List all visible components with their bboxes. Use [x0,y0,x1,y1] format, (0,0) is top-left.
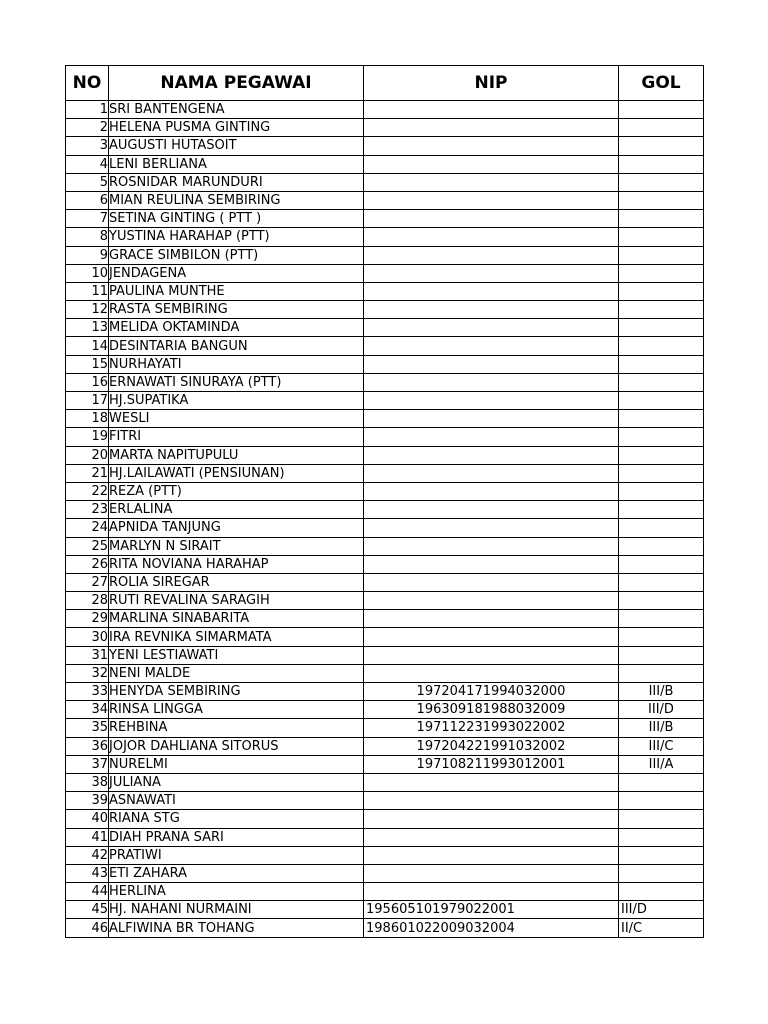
cell-gol[interactable] [619,810,704,828]
cell-gol[interactable] [619,664,704,682]
cell-gol[interactable] [619,610,704,628]
table-row [66,701,704,719]
cell-no[interactable]: 42 [66,846,109,864]
cell-no[interactable]: 9 [66,246,109,264]
cell-nama[interactable]: PRATIWI [109,846,364,864]
cell-no[interactable]: 39 [66,792,109,810]
cell-nip[interactable] [364,301,619,319]
cell-gol[interactable] [619,846,704,864]
cell-no[interactable]: 26 [66,555,109,573]
cell-no[interactable]: 23 [66,501,109,519]
cell-gol[interactable] [619,173,704,191]
cell-nip[interactable] [364,610,619,628]
cell-no[interactable]: 28 [66,592,109,610]
cell-gol[interactable] [619,864,704,882]
header-nip: NIP [364,66,619,101]
cell-nip[interactable] [364,155,619,173]
cell-no[interactable]: 21 [66,464,109,482]
table-body [66,101,704,938]
cell-gol[interactable] [619,137,704,155]
cell-no[interactable]: 16 [66,373,109,391]
cell-gol[interactable]: III/D [619,901,704,919]
cell-nama[interactable]: HENYDA SEMBIRING [109,683,364,701]
table-row [66,119,704,137]
cell-gol[interactable] [619,210,704,228]
cell-nip[interactable] [364,337,619,355]
table-row [66,519,704,537]
cell-no[interactable]: 24 [66,519,109,537]
cell-nip[interactable] [364,264,619,282]
header-gol: GOL [619,66,704,101]
cell-no[interactable]: 41 [66,828,109,846]
cell-no[interactable]: 5 [66,173,109,191]
employee-table [65,65,704,938]
table-row [66,428,704,446]
cell-nama[interactable]: GRACE SIMBILON (PTT) [109,246,364,264]
cell-nama[interactable]: HERLINA [109,883,364,901]
cell-nama[interactable]: JOJOR DAHLIANA SITORUS [109,737,364,755]
cell-nip[interactable] [364,464,619,482]
table-row [66,282,704,300]
cell-gol[interactable] [619,191,704,209]
table-row [66,301,704,319]
cell-no[interactable]: 11 [66,282,109,300]
table-row [66,883,704,901]
cell-nama[interactable]: DESINTARIA BANGUN [109,337,364,355]
cell-nip[interactable] [364,555,619,573]
cell-no[interactable]: 1 [66,101,109,119]
cell-nama[interactable]: WESLI [109,410,364,428]
cell-nip[interactable] [364,864,619,882]
table-row [66,446,704,464]
cell-gol[interactable] [619,792,704,810]
cell-nama[interactable]: MARLINA SINABARITA [109,610,364,628]
cell-nip[interactable] [364,119,619,137]
cell-nip[interactable] [364,246,619,264]
cell-gol[interactable] [619,773,704,791]
table-row [66,501,704,519]
table-row [66,737,704,755]
cell-nip[interactable] [364,810,619,828]
table-row [66,173,704,191]
cell-nama[interactable]: DIAH PRANA SARI [109,828,364,846]
cell-gol[interactable] [619,301,704,319]
cell-nip[interactable] [364,137,619,155]
cell-no[interactable]: 3 [66,137,109,155]
cell-nip[interactable] [364,846,619,864]
table-row [66,573,704,591]
cell-no[interactable]: 44 [66,883,109,901]
cell-gol[interactable] [619,246,704,264]
cell-no[interactable]: 25 [66,537,109,555]
table-row [66,155,704,173]
table-row [66,537,704,555]
cell-nama[interactable]: MIAN REULINA SEMBIRING [109,191,364,209]
table-row [66,592,704,610]
cell-no[interactable]: 12 [66,301,109,319]
cell-nip[interactable] [364,646,619,664]
table-row [66,355,704,373]
cell-no[interactable]: 38 [66,773,109,791]
cell-no[interactable]: 22 [66,482,109,500]
cell-gol[interactable] [619,228,704,246]
cell-gol[interactable] [619,319,704,337]
cell-nama[interactable]: PAULINA MUNTHE [109,282,364,300]
cell-nama[interactable]: APNIDA TANJUNG [109,519,364,537]
cell-nama[interactable]: RUTI REVALINA SARAGIH [109,592,364,610]
cell-nip[interactable] [364,792,619,810]
cell-no[interactable]: 17 [66,392,109,410]
cell-gol[interactable] [619,501,704,519]
cell-no[interactable]: 30 [66,628,109,646]
cell-no[interactable]: 40 [66,810,109,828]
header-nama-pegawai: NAMA PEGAWAI [109,66,364,101]
cell-nama[interactable]: NENI MALDE [109,664,364,682]
table-row [66,191,704,209]
cell-gol[interactable]: III/B [619,719,704,737]
cell-nip[interactable] [364,355,619,373]
cell-nama[interactable]: NURHAYATI [109,355,364,373]
cell-nip[interactable] [364,501,619,519]
cell-nip[interactable] [364,392,619,410]
cell-nama[interactable]: ASNAWATI [109,792,364,810]
cell-no[interactable]: 36 [66,737,109,755]
cell-no[interactable]: 7 [66,210,109,228]
table-row [66,628,704,646]
cell-nip[interactable] [364,573,619,591]
cell-no[interactable]: 8 [66,228,109,246]
table-row [66,664,704,682]
cell-nama[interactable]: HJ.SUPATIKA [109,392,364,410]
table-row [66,373,704,391]
cell-nip[interactable] [364,319,619,337]
cell-no[interactable]: 43 [66,864,109,882]
cell-nama[interactable]: JULIANA [109,773,364,791]
cell-nip[interactable] [364,664,619,682]
cell-nip[interactable]: 196309181988032009 [364,701,619,719]
cell-gol[interactable]: III/C [619,737,704,755]
cell-gol[interactable]: III/B [619,683,704,701]
cell-no[interactable]: 33 [66,683,109,701]
cell-nip[interactable]: 197204221991032002 [364,737,619,755]
table-row [66,482,704,500]
cell-no[interactable]: 35 [66,719,109,737]
cell-gol[interactable] [619,828,704,846]
table-row [66,755,704,773]
cell-gol[interactable] [619,446,704,464]
cell-nip[interactable] [364,592,619,610]
table-row [66,792,704,810]
header-no: NO [66,66,109,101]
cell-gol[interactable] [619,628,704,646]
cell-nama[interactable]: REHBINA [109,719,364,737]
table-row [66,719,704,737]
cell-no[interactable]: 27 [66,573,109,591]
cell-nip[interactable] [364,883,619,901]
header-row [66,66,704,101]
cell-nama[interactable]: YUSTINA HARAHAP (PTT) [109,228,364,246]
table-row [66,228,704,246]
cell-nip[interactable]: 198601022009032004 [364,919,619,937]
cell-nama[interactable]: JENDAGENA [109,264,364,282]
table-row [66,810,704,828]
table-row [66,392,704,410]
cell-gol[interactable] [619,573,704,591]
cell-no[interactable]: 13 [66,319,109,337]
cell-no[interactable]: 45 [66,901,109,919]
cell-gol[interactable] [619,592,704,610]
cell-gol[interactable] [619,119,704,137]
cell-nip[interactable] [364,828,619,846]
table-row [66,773,704,791]
cell-nama[interactable]: IRA REVNIKA SIMARMATA [109,628,364,646]
cell-nip[interactable] [364,428,619,446]
cell-nip[interactable] [364,446,619,464]
cell-nama[interactable]: MARTA NAPITUPULU [109,446,364,464]
cell-nama[interactable]: ROLIA SIREGAR [109,573,364,591]
cell-gol[interactable]: II/C [619,919,704,937]
cell-gol[interactable] [619,101,704,119]
cell-nama[interactable]: YENI LESTIAWATI [109,646,364,664]
cell-nama[interactable]: RITA NOVIANA HARAHAP [109,555,364,573]
cell-no[interactable]: 37 [66,755,109,773]
cell-nip[interactable] [364,410,619,428]
table-row [66,828,704,846]
cell-no[interactable]: 2 [66,119,109,137]
cell-nip[interactable]: 195605101979022001 [364,901,619,919]
cell-no[interactable]: 15 [66,355,109,373]
cell-nama[interactable]: RINSA LINGGA [109,701,364,719]
cell-nip[interactable] [364,228,619,246]
cell-nip[interactable] [364,773,619,791]
cell-gol[interactable] [619,264,704,282]
table-row [66,319,704,337]
cell-nip[interactable] [364,282,619,300]
table-row [66,264,704,282]
table-row [66,610,704,628]
cell-nama[interactable]: FITRI [109,428,364,446]
cell-nip[interactable] [364,101,619,119]
cell-no[interactable]: 18 [66,410,109,428]
cell-gol[interactable]: III/A [619,755,704,773]
table-row [66,864,704,882]
table-row [66,901,704,919]
cell-nama[interactable]: MARLYN N SIRAIT [109,537,364,555]
cell-gol[interactable] [619,155,704,173]
cell-nip[interactable] [364,628,619,646]
cell-gol[interactable] [619,410,704,428]
cell-nama[interactable]: RIANA STG [109,810,364,828]
cell-nama[interactable]: NURELMI [109,755,364,773]
cell-gol[interactable]: III/D [619,701,704,719]
cell-no[interactable]: 34 [66,701,109,719]
cell-nama[interactable]: HJ.LAILAWATI (PENSIUNAN) [109,464,364,482]
cell-gol[interactable] [619,883,704,901]
cell-nip[interactable] [364,537,619,555]
cell-nip[interactable] [364,373,619,391]
cell-no[interactable]: 6 [66,191,109,209]
cell-nama[interactable]: ROSNIDAR MARUNDURI [109,173,364,191]
cell-nama[interactable]: ETI ZAHARA [109,864,364,882]
cell-nip[interactable] [364,210,619,228]
cell-nip[interactable] [364,173,619,191]
table-row [66,137,704,155]
table-row [66,683,704,701]
table-row [66,464,704,482]
cell-nama[interactable]: AUGUSTI HUTASOIT [109,137,364,155]
cell-nip[interactable] [364,191,619,209]
cell-nama[interactable]: SRI BANTENGENA [109,101,364,119]
cell-no[interactable]: 10 [66,264,109,282]
cell-gol[interactable] [619,392,704,410]
cell-nama[interactable]: RASTA SEMBIRING [109,301,364,319]
cell-nama[interactable]: ERNAWATI SINURAYA (PTT) [109,373,364,391]
table-row [66,919,704,937]
cell-no[interactable]: 19 [66,428,109,446]
cell-no[interactable]: 29 [66,610,109,628]
cell-nama[interactable]: ERLALINA [109,501,364,519]
cell-nama[interactable]: ALFIWINA BR TOHANG [109,919,364,937]
cell-gol[interactable] [619,355,704,373]
table-row [66,210,704,228]
cell-no[interactable]: 14 [66,337,109,355]
table-row [66,337,704,355]
cell-gol[interactable] [619,373,704,391]
table-row [66,555,704,573]
cell-no[interactable]: 32 [66,664,109,682]
cell-gol[interactable] [619,555,704,573]
cell-nama[interactable]: HELENA PUSMA GINTING [109,119,364,137]
cell-nip[interactable]: 197204171994032000 [364,683,619,701]
cell-nama[interactable]: REZA (PTT) [109,482,364,500]
table-row [66,646,704,664]
cell-gol[interactable] [619,337,704,355]
cell-nip[interactable]: 197112231993022002 [364,719,619,737]
cell-nama[interactable]: LENI BERLIANA [109,155,364,173]
cell-gol[interactable] [619,519,704,537]
cell-gol[interactable] [619,537,704,555]
cell-no[interactable]: 31 [66,646,109,664]
cell-no[interactable]: 20 [66,446,109,464]
cell-nip[interactable]: 197108211993012001 [364,755,619,773]
cell-gol[interactable] [619,282,704,300]
cell-gol[interactable] [619,428,704,446]
table-row [66,101,704,119]
cell-gol[interactable] [619,646,704,664]
cell-nama[interactable]: SETINA GINTING ( PTT ) [109,210,364,228]
table-row [66,846,704,864]
table-row [66,410,704,428]
table-row [66,246,704,264]
cell-gol[interactable] [619,482,704,500]
cell-nama[interactable]: HJ. NAHANI NURMAINI [109,901,364,919]
cell-gol[interactable] [619,464,704,482]
cell-nama[interactable]: MELIDA OKTAMINDA [109,319,364,337]
cell-no[interactable]: 4 [66,155,109,173]
cell-no[interactable]: 46 [66,919,109,937]
cell-nip[interactable] [364,519,619,537]
cell-nip[interactable] [364,482,619,500]
